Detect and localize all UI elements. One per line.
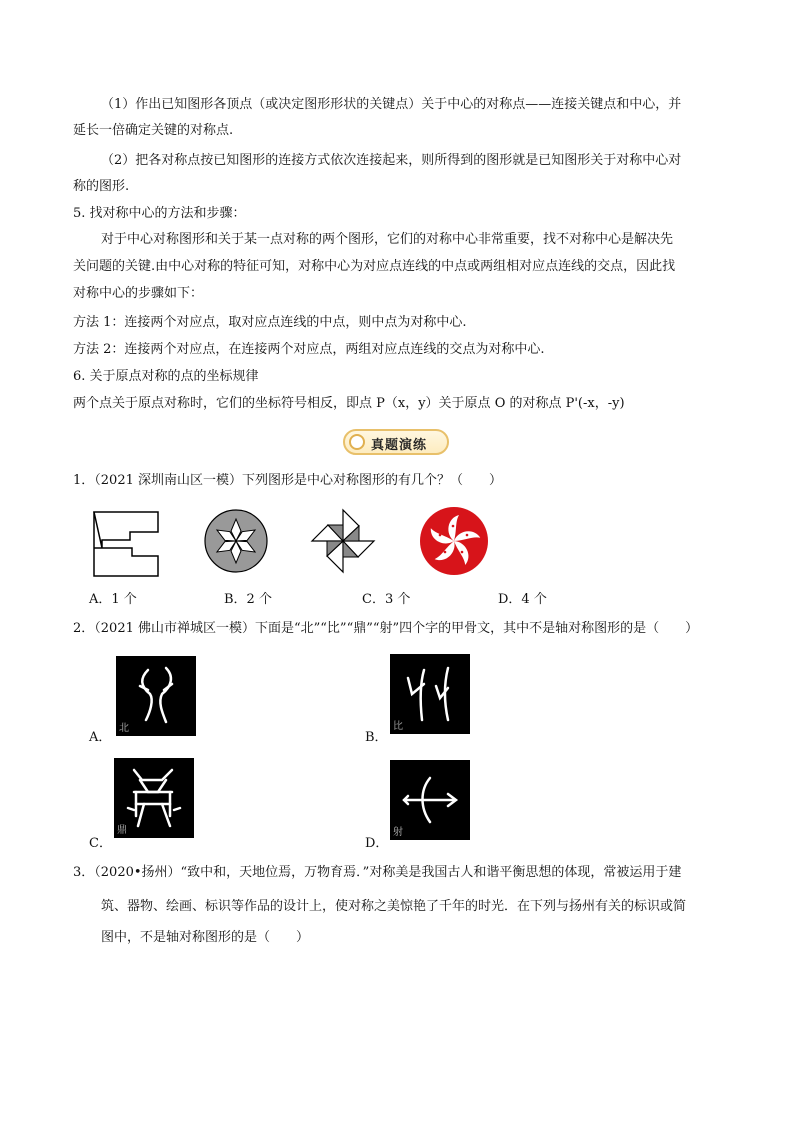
- oracle-bi-image: [390, 654, 470, 734]
- step1-line1: （1）作出已知图形各顶点（或决定图形形状的关键点）关于中心的对称点——连接关键点和中心，并: [101, 97, 682, 112]
- method1: 方法 1：连接两个对应点，取对应点连线的中点，则中点为对称中心.: [73, 315, 467, 330]
- q2-stem: 2．（2021 佛山市禅城区一模）下面是“北”“比”“鼎”“射”四个字的甲骨文，其中不是轴对称图形的是（ ）: [73, 621, 699, 636]
- bauhinia-emblem-figure-icon: [419, 506, 489, 576]
- q1-option-a: A．1 个: [89, 592, 137, 607]
- q1-stem: 1．（2021 深圳南山区一模）下列图形是中心对称图形的有几个？（ ）: [73, 473, 502, 488]
- q2-option-d: D．: [365, 836, 389, 851]
- section6-text: 两个点关于原点对称时，它们的坐标符号相反，即点 P（x，y）关于原点 O 的对称点 P'(-x，-y): [73, 396, 625, 411]
- section5-heading: 5. 找对称中心的方法和步骤：: [73, 206, 246, 221]
- oracle-she-image: [390, 760, 470, 840]
- section6-heading: 6. 关于原点对称的点的坐标规律: [73, 369, 259, 384]
- oracle-bi-caption: 比: [393, 721, 403, 732]
- q1-option-d: D．4 个: [498, 592, 547, 607]
- oracle-ding-caption: 鼎: [117, 825, 127, 836]
- q1-option-c: C．3 个: [362, 592, 411, 607]
- oracle-bei-image: [116, 656, 196, 736]
- q2-option-a: A．: [89, 730, 112, 745]
- oracle-she-caption: 射: [393, 827, 403, 838]
- badge-circle-icon: [349, 434, 365, 450]
- hexagram-circle-figure-icon: [203, 508, 269, 574]
- q3-line1: 3．（2020•扬州）“致中和，天地位焉，万物育焉．”对称美是我国古人和谐平衡思想的体现，常被运用于建: [73, 865, 682, 880]
- q3-line2: 筑、器物、绘画、标识等作品的设计上，使对称之美惊艳了千年的时光．在下列与扬州有关的标识或简: [101, 899, 687, 914]
- practice-section-badge: [343, 429, 449, 455]
- oracle-bei-caption: 北: [119, 723, 129, 734]
- step2-line1: （2）把各对称点按已知图形的连接方式依次连接起来，则所得到的图形就是已知图形关于对称中心对: [101, 153, 682, 168]
- q2-option-c: C．: [89, 836, 112, 851]
- q3-line3: 图中，不是轴对称图形的是（ ）: [101, 930, 310, 945]
- step1-line2: 延长一倍确定关键的对称点.: [73, 123, 234, 138]
- step2-line2: 称的图形.: [73, 179, 130, 194]
- method2: 方法 2：连接两个对应点，在连接两个对应点，两组对应点连线的交点为对称中心.: [73, 342, 545, 357]
- pinwheel-figure-icon: [310, 506, 376, 576]
- section5-para-line3: 对称中心的步骤如下：: [73, 286, 204, 301]
- section5-para-line2: 关问题的关键.由中心对称的特征可知，对称中心为对应点连线的中点或两组相对应点连线的交点，因此找: [73, 259, 676, 274]
- section5-para-line1: 对于中心对称图形和关于某一点对称的两个图形，它们的对称中心非常重要，找不对称中心是解决先: [101, 232, 674, 247]
- q1-option-b: B．2 个: [224, 592, 272, 607]
- practice-section-title: 真题演练: [371, 438, 428, 453]
- notched-rectangle-figure-icon: [92, 510, 160, 578]
- q2-option-b: B．: [365, 730, 388, 745]
- oracle-ding-image: [114, 758, 194, 838]
